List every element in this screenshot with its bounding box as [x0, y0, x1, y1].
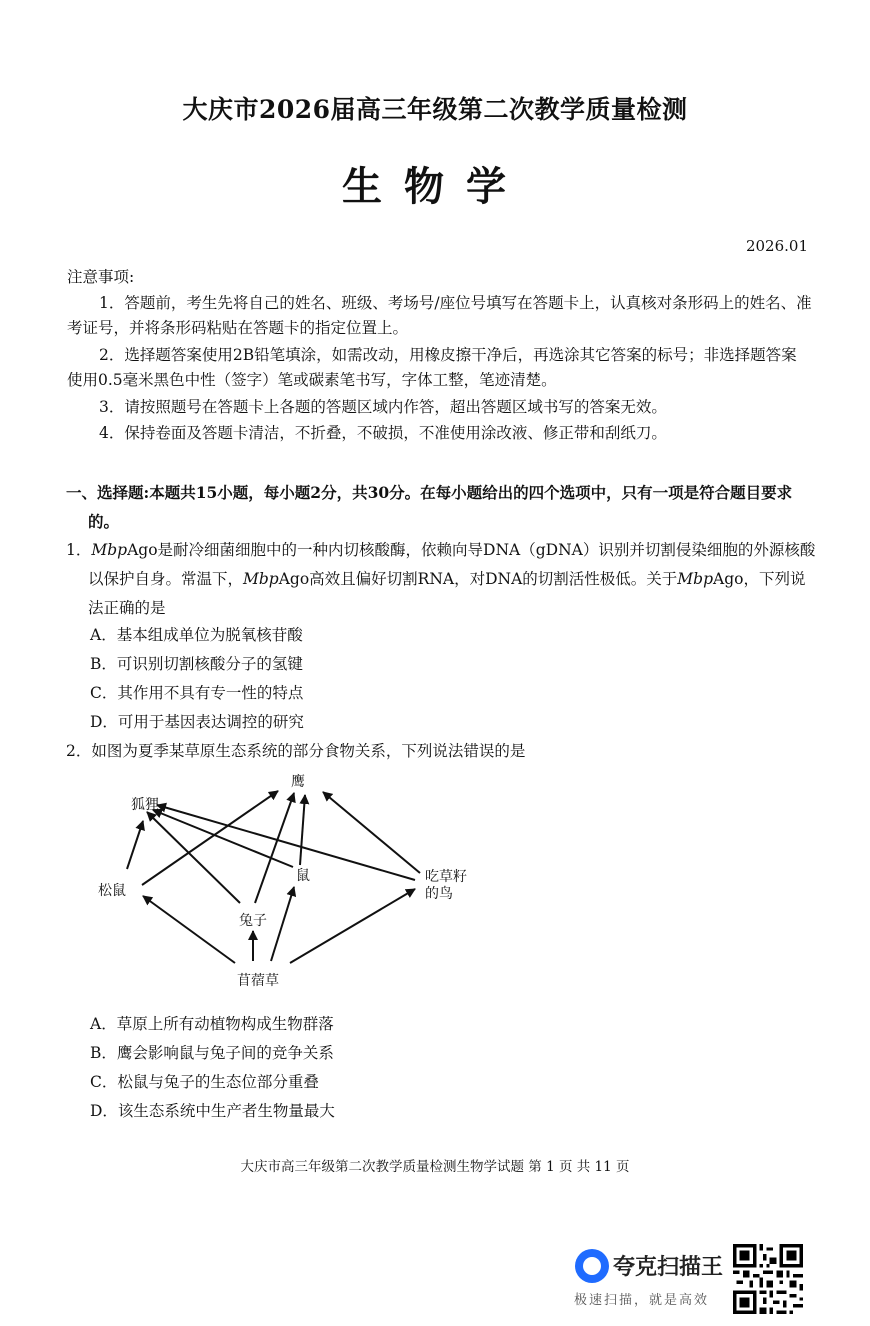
scanner-brand-slogan: 极速扫描，就是高效 [574, 1293, 710, 1308]
q1-option-b: B．可识别切割核酸分子的氢键 [90, 655, 303, 673]
page-footer: 大庆市高三年级第二次教学质量检测生物学试题 第 1 页 共 11 页 [240, 1159, 630, 1175]
notice-heading: 注意事项: [67, 268, 135, 286]
q2-option-d: D．该生态系统中生产者生物量最大 [90, 1102, 335, 1120]
node-rabbit: 兔子 [239, 913, 267, 929]
section-heading: 一、选择题:本题共15小题，每小题2分，共30分。在每小题给出的四个选项中，只有一项是符合题目要求的。 [66, 483, 793, 531]
arrow-alfalfa-squirrel [143, 896, 235, 963]
q2-option-a: A．草原上所有动植物构成生物群落 [90, 1015, 334, 1033]
arrow-squirrel-hawk [142, 791, 278, 885]
q2-option-b: B．鹰会影响鼠与兔子间的竞争关系 [90, 1044, 334, 1062]
node-hawk: 鹰 [291, 774, 305, 790]
question-1-number: 1． [66, 541, 92, 559]
arrow-bird-hawk [323, 792, 420, 873]
question-1: 1．MbpAgo是耐冷细菌细胞中的一种内切核酸酶，依赖向导DNA（gDNA）识别并切割侵染细胞的外源核酸以保护自身。常温下，MbpAgo高效且偏好切割RNA，对DNA的切割活性极低。关于MbpAgo，下列说法正确的是 [66, 541, 816, 617]
scanner-brand-name: 夸克扫描王 [613, 1255, 724, 1280]
q2-option-c: C．松鼠与兔子的生态位部分重叠 [90, 1073, 319, 1091]
q1-option-c: C．其作用不具有专一性的特点 [90, 684, 304, 702]
node-fox: 狐狸 [131, 797, 159, 813]
arrow-alfalfa-mouse [271, 887, 294, 961]
node-bird-line2: 的鸟 [425, 886, 453, 902]
arrow-squirrel-fox [127, 821, 143, 869]
question-2-stem: 2．如图为夏季某草原生态系统的部分食物关系，下列说法错误的是 [66, 742, 526, 760]
food-web-diagram [85, 765, 505, 1000]
notice-item-1: 1．答题前，考生先将自己的姓名、班级、考场号/座位号填写在答题卡上，认真核对条形码上的姓名、准考证号，并将条形码粘贴在答题卡的指定位置上。 [67, 294, 812, 337]
notice-item-2: 2．选择题答案使用2B铅笔填涂，如需改动，用橡皮擦干净后，再选涂其它答案的标号；非选择题答案使用0.5毫米黑色中性（签字）笔或碳素笔书写，字体工整，笔迹清楚。 [67, 346, 797, 389]
q1-option-a: A．基本组成单位为脱氧核苷酸 [90, 626, 303, 644]
arrow-rabbit-hawk [255, 793, 294, 903]
exam-date: 2026.01 [745, 237, 808, 255]
qr-code-icon [733, 1244, 803, 1314]
notice-item-3: 3．请按照题号在答题卡上各题的答题区域内作答，超出答题区域书写的答案无效。 [99, 398, 667, 416]
node-alfalfa: 苜蓿草 [237, 973, 279, 989]
scanner-logo-icon [575, 1249, 609, 1283]
arrow-mouse-hawk [300, 795, 305, 865]
notice-item-4: 4．保持卷面及答题卡清洁，不折叠，不破损，不准使用涂改液、修正带和刮纸刀。 [99, 424, 667, 442]
term-mbp: Mbp [91, 541, 128, 559]
exam-title: 大庆市2026届高三年级第二次教学质量检测 [182, 95, 688, 124]
node-squirrel: 松鼠 [98, 883, 126, 899]
node-bird-line1: 吃草籽 [425, 869, 467, 885]
arrow-alfalfa-bird [290, 889, 415, 963]
node-mouse: 鼠 [296, 868, 310, 884]
subject-title: 生物学 [342, 163, 528, 210]
term-mbp: Mbp [243, 570, 279, 588]
term-mbp: Mbp [677, 570, 714, 588]
q1-option-d: D．可用于基因表达调控的研究 [90, 713, 304, 731]
